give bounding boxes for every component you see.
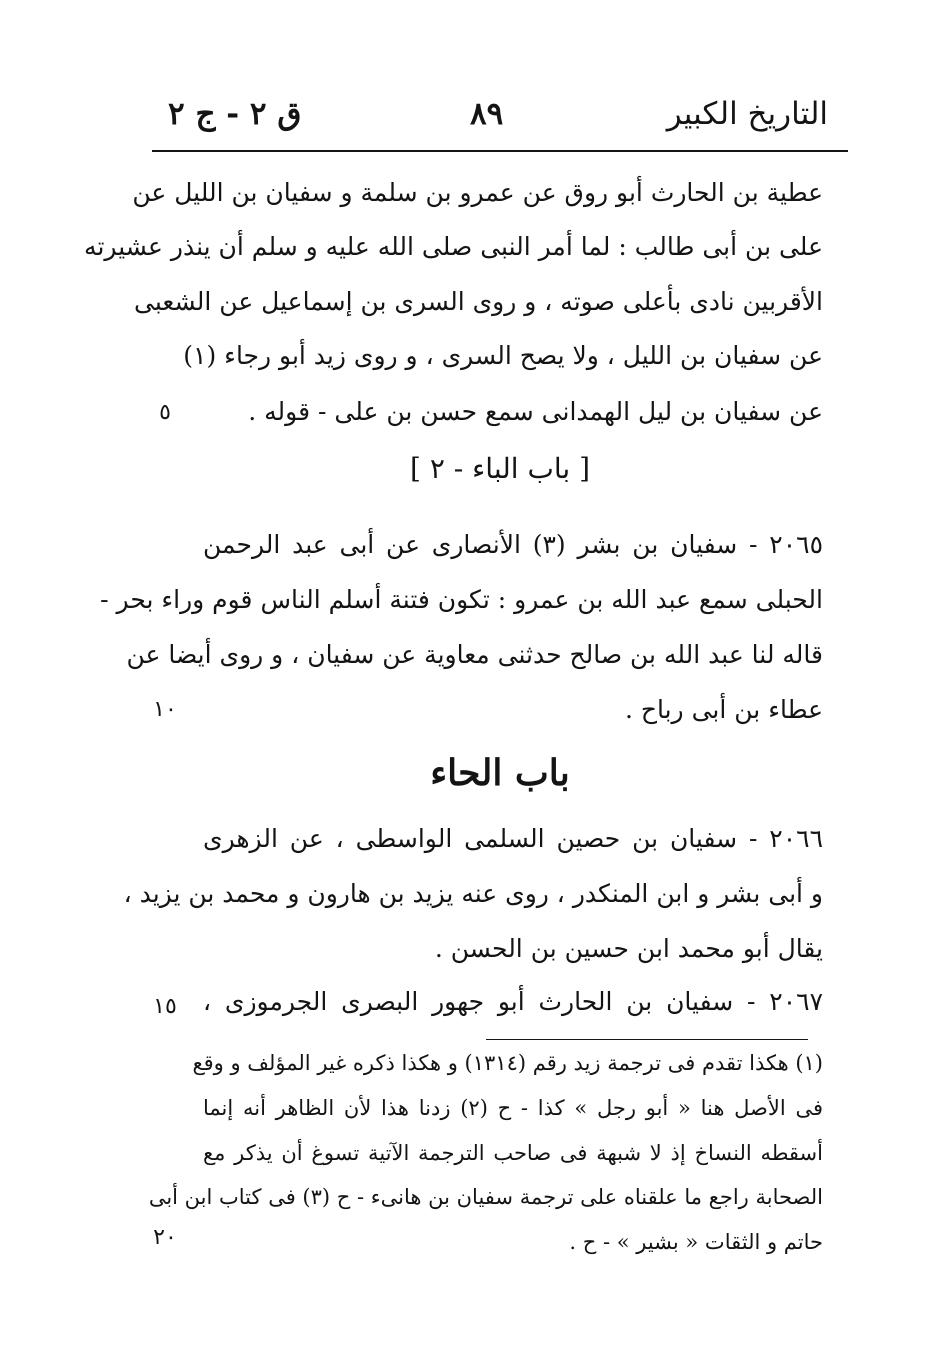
text-line: عطية بن الحارث أبو روق عن عمرو بن سلمة و سفيان بن الليل عن	[132, 178, 823, 207]
footnote-line: فى الأصل هنا « أبو رجل » كذا - ح (٢) زدنا هذا لأن الظاهر أنه إنما	[203, 1096, 823, 1120]
footnote-rule	[486, 1039, 808, 1040]
header-rule	[152, 150, 848, 152]
section-heading-ba: [ باب الباء - ٢ ]	[409, 452, 590, 485]
footnote-line: أسقطه النساخ إذ لا شبهة فى صاحب الترجمة الآتية تسوغ أن يذكر مع	[203, 1141, 823, 1165]
line-number: ٥	[159, 400, 171, 425]
entry-line: قاله لنا عبد الله بن صالح حدثنى معاوية عن سفيان ، و روى أيضا عن	[126, 640, 823, 669]
footnote-line: حاتم و الثقات « بشير » - ح .	[569, 1230, 823, 1254]
entry-line: ٢٠٦٧ - سفيان بن الحارث أبو جهور البصرى الجرموزى ،	[203, 987, 823, 1016]
entry-line: يقال أبو محمد ابن حسين بن الحسن .	[434, 934, 823, 963]
text-line: عن سفيان بن الليل ، ولا يصح السرى ، و روى زيد أبو رجاء (١)	[183, 341, 823, 370]
footnote-line: (١) هكذا تقدم فى ترجمة زيد رقم (١٣١٤) و هكذا ذكره غير المؤلف و وقع	[192, 1051, 823, 1075]
line-number: ٢٠	[153, 1225, 177, 1250]
entry-line: عطاء بن أبى رباح .	[624, 695, 823, 724]
page-header	[150, 96, 850, 152]
entry-line: ٢٠٦٥ - سفيان بن بشر (٣) الأنصارى عن أبى عبد الرحمن	[203, 530, 823, 559]
line-number: ١٠	[153, 697, 177, 722]
line-number: ١٥	[153, 994, 177, 1019]
entry-line: ٢٠٦٦ - سفيان بن حصين السلمى الواسطى ، عن الزهرى	[203, 824, 823, 853]
entry-line: و أبى بشر و ابن المنكدر ، روى عنه يزيد بن هارون و محمد بن يزيد ،	[123, 879, 823, 908]
entry-line: الحبلى سمع عبد الله بن عمرو : تكون فتنة أسلم الناس قوم وراء بحر -	[100, 585, 823, 614]
running-title: التاريخ الكبير	[666, 96, 828, 132]
footnote-line: الصحابة راجع ما علقناه على ترجمة سفيان بن هانىء - ح (٣) فى كتاب ابن أبى	[148, 1185, 823, 1209]
section-heading-ha: باب الحاء	[430, 752, 570, 794]
text-line: الأقربين نادى بأعلى صوته ، و روى السرى بن إسماعيل عن الشعبى	[134, 287, 823, 316]
volume-reference: ق ٢ - ج ٢	[168, 96, 302, 132]
text-line: عن سفيان بن ليل الهمدانى سمع حسن بن على - قوله .	[248, 397, 823, 426]
page-number: ٨٩	[470, 96, 504, 132]
text-line: على بن أبى طالب : لما أمر النبى صلى الله عليه و سلم أن ينذر عشيرته	[84, 232, 823, 261]
